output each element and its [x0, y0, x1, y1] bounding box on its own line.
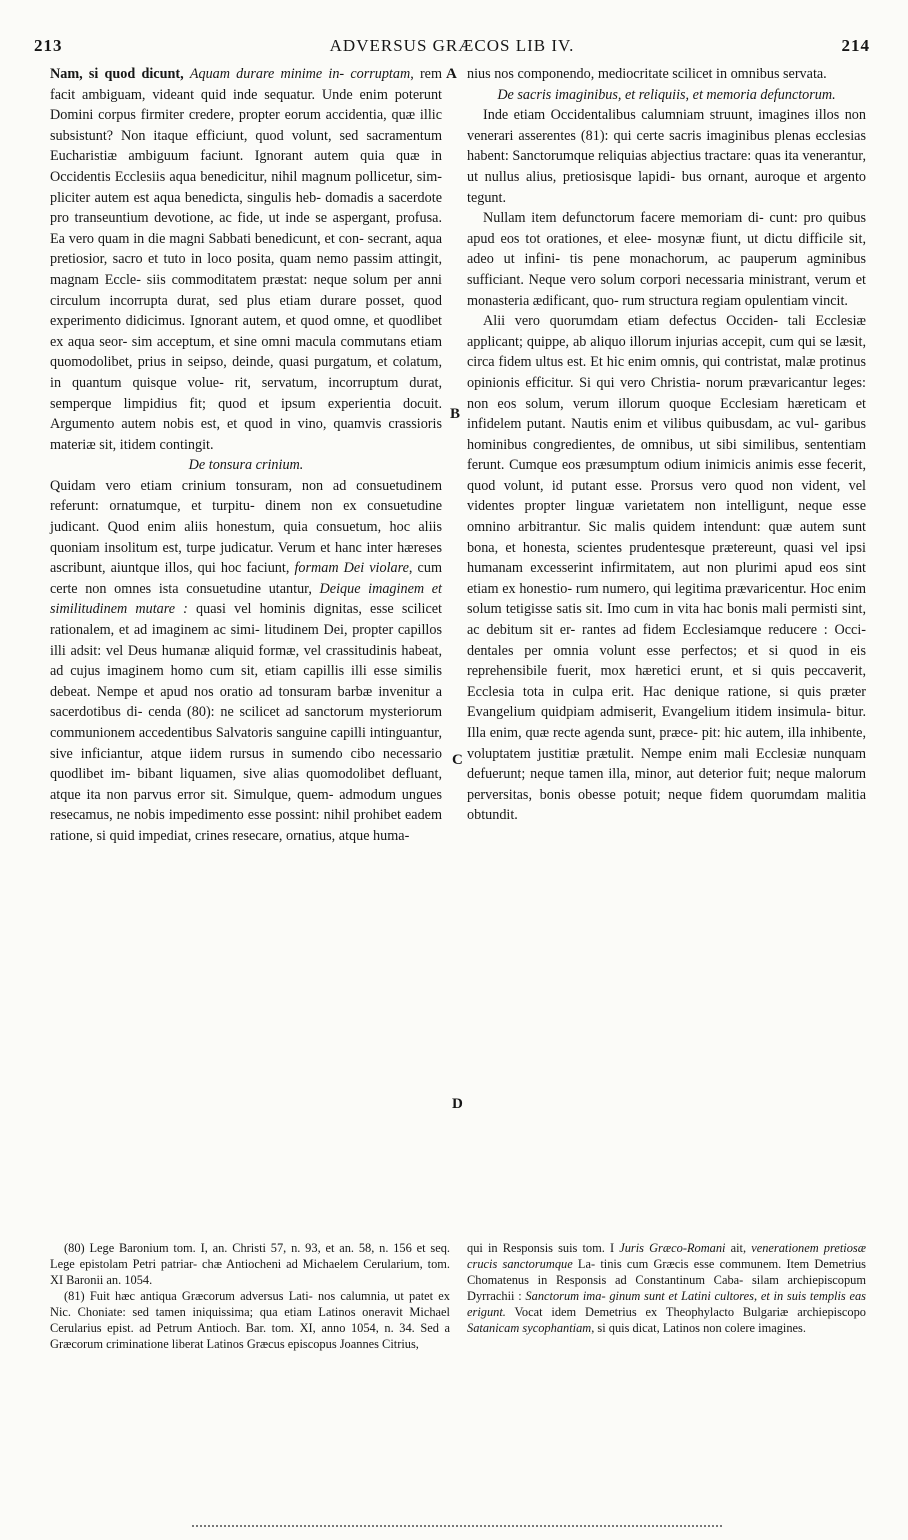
footnote-text: ait, — [725, 1241, 752, 1255]
paragraph-aqua — [50, 64, 442, 455]
footnote-81: (81) Fuit hæc antiqua Græcorum adversus Lati- nos calumnia, ut patet ex Nic. Choniate: sed tamen iniquissima; qua etiam Latinos oneravit Michael Cerularius epist. ad Petrum Antioch. Bar. tom. XI, anno 1054, n. 34. Sed a Græcorum criminatione liberat Latinos Græcus episcopus Joannes Citrius, — [50, 1289, 450, 1351]
page-header — [34, 36, 870, 60]
footnotes-left — [50, 1240, 450, 1352]
paragraph-text: quasi vel hominis dignitas, esse scilicet rationalem, et ad imaginem ac simi- litudinem Dei, propter capillos illi adsit: vel Deus humanæ aliquid formæ, vel crassitudinis habeat, ad cujus imaginem homo cum sit, etiam capillis illi esse similis debeat. Nempe et apud nos oratio ad tonsuram barbæ invenitur a sacerdotibus di- cenda (80): ne scilicet ad sanctorum mysteriorum communionem accedentibus Salvatoris sanguine capilli intinguantur, sive inficiantur, atque iidem rursus in sumendo cibo necessario quodlibet im- bibant liquamen, sive alias quomodolibet defluant, atque ita non parvus error sit. Simulque, quem- admodum ungues resecamus, ne nobis impedimento esse possint: nihil prohibet eadem ratione, si quid impediat, crines resecare, ornatius, atque huma- — [50, 601, 442, 844]
quotation: Deique imaginem et similitudinem mutare : — [50, 580, 442, 618]
quotation: Aquam durare minime in- corruptam — [189, 66, 411, 82]
margin-letter-d: D — [452, 1096, 463, 1112]
margin-letter-c: C — [452, 752, 463, 768]
footnote-81-continuation — [467, 1240, 866, 1336]
running-title: ADVERSUS GRÆCOS LIB IV. — [329, 36, 575, 55]
left-column — [50, 64, 442, 847]
footnotes-right — [467, 1240, 866, 1336]
paragraph-defunctorum: Nullam item defunctorum facere memoriam di- cunt: pro quibus apud eos tot orationes, et elee- mosynæ fiunt, ut dictu difficile sit, adeo ut infini- tis pene monachorum, ac pauperum agminibus sufficiant. Neque vero solum corpori necessaria ministrant, verum et monasteria ædificant, quo- rum structura regiam opulentiam vincit. — [467, 210, 866, 309]
paragraph-text: Quidam vero etiam crinium tonsuram, non ad consuetudinem referunt: ornatumque, et turpitu- dinem non ex consuetudine judicant. Quod enim aliis honestum, quia consuetum, hoc aliis quoniam insolitum est, turpe judicatur. Verum et hanc inter hæreses ascribunt, aiuntque illos, qui hoc faciunt, — [50, 477, 442, 577]
bottom-rule — [192, 1525, 722, 1527]
paragraph-imagines: Inde etiam Occidentalibus calumniam struunt, imagines illos non venerari asserentes (81): qui certe sacris imaginibus plenas ecclesias habent: Sanctorumque reliquias abjectius tractare: quas ita venerantur, ut nullus alius, pretiosisque lapidi- bus ornant, auroque et argento tegunt. — [467, 107, 866, 206]
paragraph-continuation: nius nos componendo, mediocritate scilicet in omnibus servata. — [467, 66, 827, 82]
page-number-left: 213 — [34, 36, 63, 55]
right-column — [467, 64, 866, 826]
paragraph-defectus: Alii vero quorumdam etiam defectus Occiden- tali Ecclesiæ applicant; quippe, ab aliquo illorum injurias accepit, cum qui se læsit, circa fidem ultus est. Et hic enim omnis, qui contristat, malæ protinus opinionis efficitur. Si qui vero Christia- norum prævaricantur leges: non eos solum, verum illorum quoque Ecclesiam hæreticam et infidelem putant. Nautis enim et vilibus quibusdam, ac vul- garibus hominibus congredientes, de omnibus, ut sibi similibus, sententiam ferunt. Cumque eos præsumptum odium inimicis animis esse fecerit, quod volunt, id putant esse. Prorsus vero quod non vident, vel videntes propter linguæ varietatem non intelligunt, neque esse omnino arbitrantur. Sic malis quidem intendunt: quæ autem sunt bona, et honesta, scientes prudentesque prætereunt, quasi vel ipsi humanam excesserint infirmitatem, aut non plurimi apud eos sint etiam ex honestio- rum numero, qui legitima prævaricentur. Hoc enim solum tetigisse satis sit. Imo cum in vita hac bonis mali permisti sint, ac debitum sit er- rantes ad fidem Ecclesiamque reducere : Occi- dentales per omnia volunt esse perfectos; et si quod in eis reprehensibile fuerit, mox hæretici erunt, et si quis peccaverit, Ecclesia tota in culpa erit. Hac denique ratione, si quis præter Evangelium quidpiam admiserit, Evangelium itidem insimula- bitur. Illa enim, quæ recte agenda sunt, præce- pit: hic autem, illa inhibente, voluptatem justitiæ prætulit. Nempe enim mali Ecclesiæ nunquam defuerunt; neque tamen illa, minor, aut deterior fuit; neque malorum perversitas, bonis obesse potuit; neque fidem quorumdam malitia obtundit. — [467, 313, 866, 824]
footnote-italic: Sanctorum ima- ginum sunt et Latini cultores, et in suis templis eas erigunt. — [467, 1289, 866, 1319]
footnote-text: , si quis dicat, Latinos non colere imagines. — [591, 1321, 806, 1335]
opening-word: Nam, si quod dicunt, — [50, 66, 190, 82]
footnote-italic: venerationem pretiosæ crucis sanctorumque — [467, 1241, 866, 1271]
footnote-text: La- tinis cum Græcis esse communem. Item Demetrius Chomatenus in Responsis ad Constantinum Caba- silam archiepiscopum Dyrrachii : — [467, 1257, 866, 1303]
footnote-text: qui in Responsis suis tom. I — [467, 1241, 620, 1255]
paragraph-text: , rem facit ambiguam, videant quid inde sequatur. Unde enim poterunt Domini corpus firmiter credere, propter eorum accidentia, quæ illic subsistunt? Non itaque efficiunt, quod volunt, sed sacramentum Eucharistiæ ambiguum faciunt. Ignorant autem quia quæ in Occidentis Ecclesiis aqua benedicitur, nihil magnum pollicetur, sim- pliciter autem est aqua benedicta, singulis heb- domadis a sacerdote pro transeuntium devotione, ac fide, ut inde se aspergant, profusa. Ea vero quam in die magni Sabbati benedicunt, et con- secrant, aqua pretiosior, sacro et tuto in loco posita, quam nemo passim attingit, magnam Eccle- siis commoditatem præstat: neque solum per anni circulum incorrupta durat, sed plus etiam durare posset, quod experimento didicimus. Ignorant autem, et quod omne, et quodlibet ex aqua seor- sim acceptum, et sine omni macula commutans etiam quomodolibet, prius in seipso, deinde, quasi purgatum, et colatum, in quantum quisque volue- rit, servatum, incorruptum durat, semperque limpidius fit; quod et ipsum experientia docuit. Argumento autem nobis est, et quod in vino, quamvis crassioris materiæ sit, itidem contingit. — [50, 66, 442, 453]
footnote-italic: Satanicam sycophantiam — [467, 1321, 592, 1335]
footnote-italic: Juris Græco-Romani — [619, 1241, 726, 1255]
footnote-80: (80) Lege Baronium tom. I, an. Christi 57, n. 93, et an. 58, n. 156 et seq. Lege epistolam Petri patriar- chæ Antiocheni ad Michaelem Cerularium, tom. XI Baronii an. 1054. — [50, 1241, 450, 1287]
margin-letter-a: A — [446, 66, 457, 82]
quotation: formam Dei violare — [294, 560, 409, 577]
paragraph-tonsura — [50, 476, 442, 847]
paragraph-text: , cum certe non omnes ista consuetudine utantur, — [50, 560, 442, 597]
footnote-text: Vocat idem Demetrius ex Theophylacto Bulgariæ archiepiscopo — [505, 1305, 866, 1319]
section-heading-imaginibus: De sacris imaginibus, et reliquiis, et memoria defunctorum. — [497, 86, 836, 103]
page-number-right: 214 — [841, 36, 870, 55]
margin-letter-b: B — [450, 406, 461, 422]
section-heading-tonsura: De tonsura crinium. — [188, 457, 304, 474]
